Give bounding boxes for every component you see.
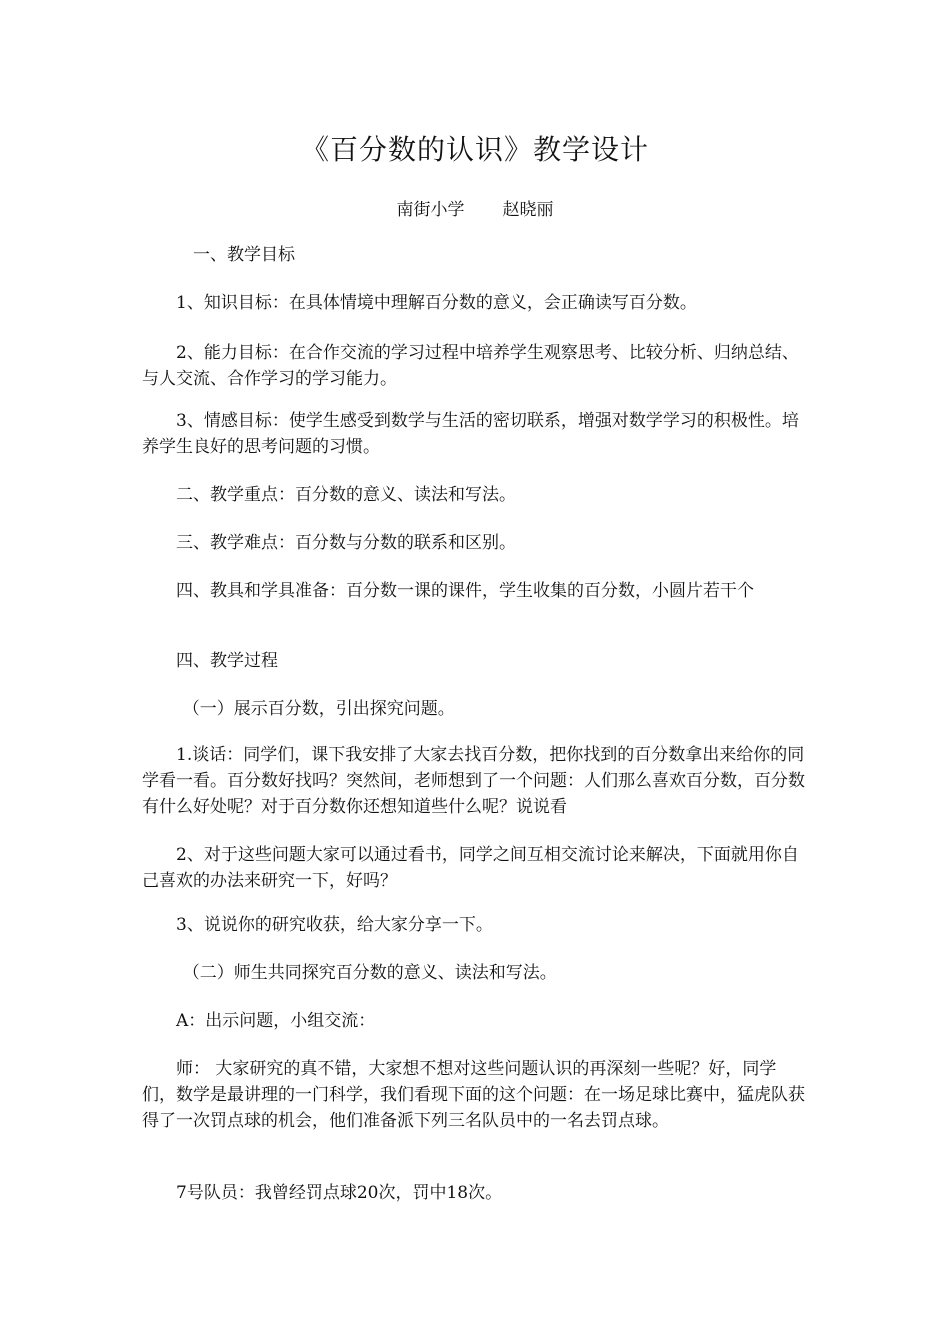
author-school: 南街小学 xyxy=(396,200,465,220)
author-name: 赵晓丽 xyxy=(502,200,554,220)
document-title: 《百分数的认识》教学设计 xyxy=(300,133,649,166)
paragraph-player-7: 7号队员：我曾经罚点球20次，罚中18次。 xyxy=(176,1183,503,1203)
paragraph-key-points: 二、教学重点：百分数的意义、读法和写法。 xyxy=(176,485,516,505)
section-objectives-heading: 一、教学目标 xyxy=(193,245,295,265)
paragraph-teacher: 师： 大家研究的真不错，大家想不想对这些问题认识的再深刻一些呢？好，同学们，数学是最讲理的一门科学，我们看现下面的这个问题：在一场足球比赛中，猛虎队获得了一次罚点球的机会，他们准备派下列三名队员中的一名去罚点球。 xyxy=(142,1059,805,1131)
paragraph-ability-objective: 2、能力目标：在合作交流的学习过程中培养学生观察思考、比较分析、归纳总结、与人交流、合作学习的学习能力。 xyxy=(142,343,799,389)
paragraph-knowledge-objective: 1、知识目标：在具体情境中理解百分数的意义，会正确读写百分数。 xyxy=(176,293,697,313)
subsection-2-heading: （二）师生共同探究百分数的意义、读法和写法。 xyxy=(182,963,557,983)
paragraph-research: 2、对于这些问题大家可以通过看书，同学之间互相交流讨论来解决，下面就用你自己喜欢的办法来研究一下，好吗？ xyxy=(142,845,799,891)
paragraph-difficulties: 三、教学难点：百分数与分数的联系和区别。 xyxy=(176,533,516,553)
paragraph-share: 3、说说你的研究收获，给大家分享一下。 xyxy=(176,915,493,935)
paragraph-show-question: A：出示问题，小组交流： xyxy=(176,1011,376,1031)
section-process-heading: 四、教学过程 xyxy=(176,651,278,671)
author-line xyxy=(0,197,950,223)
paragraph-talk: 1.谈话：同学们，课下我安排了大家去找百分数，把你找到的百分数拿出来给你的同学看一看。百分数好找吗？突然间，老师想到了一个问题：人们那么喜欢百分数，百分数有什么好处呢？对于百分数你还想知道些什么呢？说说看 xyxy=(142,745,805,817)
paragraph-emotion-objective: 3、情感目标：使学生感受到数学与生活的密切联系，增强对数学学习的积极性。培养学生良好的思考问题的习惯。 xyxy=(142,411,799,457)
paragraph-materials: 四、教具和学具准备：百分数一课的课件，学生收集的百分数，小圆片若干个 xyxy=(176,581,754,601)
subsection-1-heading: （一）展示百分数，引出探究问题。 xyxy=(182,699,455,719)
